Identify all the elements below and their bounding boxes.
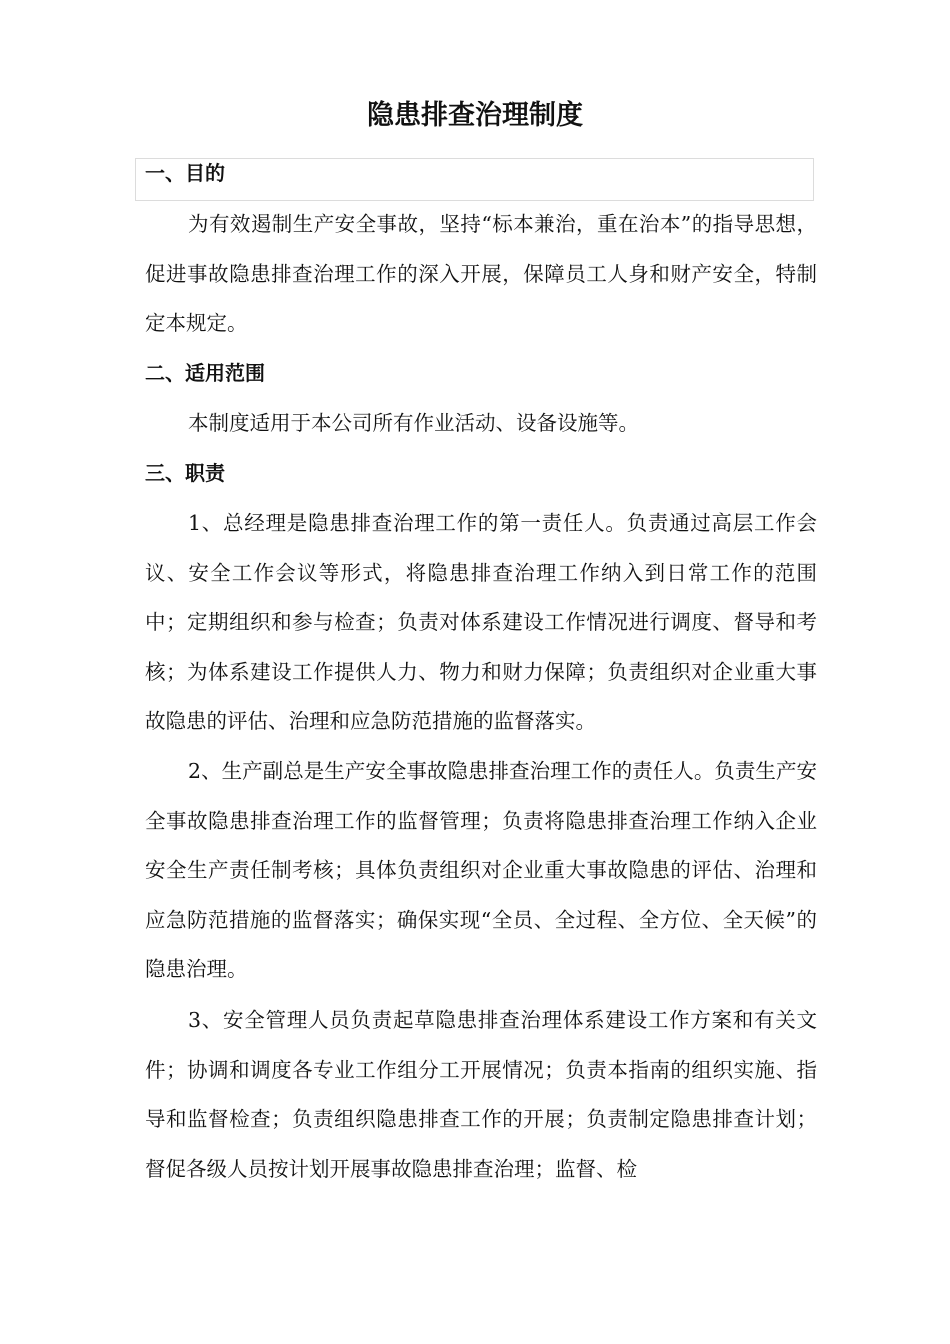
heading-frame: [135, 158, 814, 201]
section-heading-purpose: 一、目的: [145, 161, 225, 185]
duty-paragraph-safety-staff: 3、安全管理人员负责起草隐患排查治理体系建设工作方案和有关文件；协调和调度各专业工作组分工开展情况；负责本指南的组织实施、指导和监督检查；负责组织隐患排查工作的开展；负责制定隐患排查计划；督促各级人员按计划开展事故隐患排查治理；监督、检: [145, 1008, 817, 1181]
duty-paragraph-production-deputy: 2、生产副总是生产安全事故隐患排查治理工作的责任人。负责生产安全事故隐患排查治理工作的监督管理；负责将隐患排查治理工作纳入企业安全生产责任制考核；具体负责组织对企业重大事故隐患的评估、治理和应急防范措施的监督落实；确保实现“全员、全过程、全方位、全天候”的隐患治理。: [145, 759, 817, 982]
section-heading-scope: 二、适用范围: [145, 361, 265, 385]
section-paragraph-scope: 本制度适用于本公司所有作业活动、设备设施等。: [188, 411, 639, 435]
document-title: 隐患排查治理制度: [367, 100, 583, 131]
section-paragraph-purpose: 为有效遏制生产安全事故，坚持“标本兼治，重在治本”的指导思想，促进事故隐患排查治理工作的深入开展，保障员工人身和财产安全，特制定本规定。: [145, 212, 817, 336]
section-heading-duties: 三、职责: [145, 461, 225, 485]
duty-paragraph-general-manager: 1、总经理是隐患排查治理工作的第一责任人。负责通过高层工作会议、安全工作会议等形式，将隐患排查治理工作纳入到日常工作的范围中；定期组织和参与检查；负责对体系建设工作情况进行调度、督导和考核；为体系建设工作提供人力、物力和财力保障；负责组织对企业重大事故隐患的评估、治理和应急防范措施的监督落实。: [145, 511, 817, 734]
